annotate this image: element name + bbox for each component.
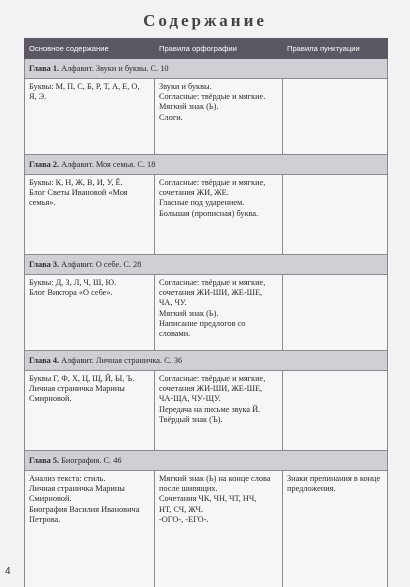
cell-spelling — [155, 471, 283, 587]
spelling-line: -ОГО-, -ЕГО-. — [159, 514, 209, 524]
content-line: Петрова. — [29, 514, 61, 524]
cell-content — [25, 275, 155, 351]
chapter-content-row — [25, 371, 388, 451]
content-line: Блог Виктора «О себе». — [29, 288, 113, 298]
cell-spelling — [155, 371, 283, 451]
cell-punctuation — [283, 175, 388, 255]
chapter-number: Глава 2. — [29, 160, 60, 169]
spelling-line: после шипящих. — [159, 484, 218, 494]
cell-content — [25, 471, 155, 587]
cell-spelling — [155, 275, 283, 351]
chapter-number: Глава 1. — [29, 64, 60, 73]
page-number: 4 — [5, 566, 11, 577]
spelling-line: НТ, СЧ, ЖЧ. — [159, 504, 204, 514]
cell-punctuation — [283, 471, 388, 587]
content-line: Буквы: Д, З, Л, Ч, Ш, Ю. — [29, 278, 117, 287]
spelling-line: ЧА-ЩА, ЧУ-ЩУ. — [159, 394, 221, 404]
chapter-heading-row — [25, 59, 388, 79]
spelling-line: сочетания ЖИ-ШИ, ЖЕ-ШЕ, — [159, 288, 263, 298]
chapter-heading-row — [25, 155, 388, 175]
spelling-line: Слоги. — [159, 112, 183, 122]
spelling-line: Гласные под ударением. — [159, 198, 245, 208]
content-line: Смирновой. — [29, 494, 72, 504]
spelling-line: Согласные: твёрдые и мягкие, — [159, 278, 266, 287]
chapter-heading — [25, 155, 388, 175]
chapter-heading — [25, 59, 388, 79]
chapter-title: Биография. С. 46 — [61, 456, 122, 465]
cell-punctuation — [283, 275, 388, 351]
spelling-line: Сочетания ЧК, ЧН, ЧТ, НЧ, — [159, 494, 257, 504]
spelling-line: Мягкий знак (Ь) на конце слова — [159, 474, 271, 483]
spelling-line: Согласные: твёрдые и мягкие, — [159, 374, 266, 383]
chapter-content-row — [25, 175, 388, 255]
spelling-line: Передача на письме звука Й. — [159, 404, 261, 414]
spelling-line: словами. — [159, 329, 191, 339]
cell-punctuation — [283, 79, 388, 155]
content-line: Личная страничка Марины — [29, 484, 125, 494]
cell-punctuation — [283, 371, 388, 451]
content-line: Смирновой. — [29, 394, 72, 404]
spelling-line: Звуки и буквы. — [159, 82, 212, 91]
content-line: Я, Э. — [29, 92, 47, 102]
chapter-title: Алфавит. Личная страничка. С. 36 — [61, 356, 183, 365]
content-line: Буквы: К, Н, Ж, В, И, У, Ё. — [29, 178, 123, 187]
table-header-row — [25, 39, 388, 59]
chapter-heading-row — [25, 451, 388, 471]
chapter-heading — [25, 451, 388, 471]
chapter-heading — [25, 255, 388, 275]
punctuation-line: предложения. — [287, 484, 336, 494]
column-header-content: Основное содержание — [25, 39, 155, 59]
cell-content — [25, 175, 155, 255]
chapter-content-row — [25, 275, 388, 351]
content-line: Буквы Г, Ф, Х, Ц, Щ, Й, Ы, Ъ. — [29, 374, 135, 383]
spelling-line: ЧА, ЧУ. — [159, 298, 187, 308]
chapter-heading — [25, 351, 388, 371]
punctuation-line: Знаки препинания в конце — [287, 474, 381, 483]
spelling-line: Мягкий знак (Ь). — [159, 102, 219, 112]
chapter-title: Алфавит. Моя семья. С. 18 — [61, 160, 156, 169]
chapter-number: Глава 3. — [29, 260, 60, 269]
content-line: Биография Василия Ивановича — [29, 504, 140, 514]
spelling-line: сочетания ЖИ, ЖЕ. — [159, 188, 229, 198]
spelling-line: Мягкий знак (Ь). — [159, 308, 219, 318]
contents-table — [24, 38, 388, 587]
cell-spelling — [155, 175, 283, 255]
chapter-content-row — [25, 79, 388, 155]
page-title: Содержание — [143, 11, 267, 30]
chapter-heading-row — [25, 255, 388, 275]
spelling-line: сочетания ЖИ-ШИ, ЖЕ-ШЕ, — [159, 384, 263, 394]
content-line: Личная страничка Марины — [29, 384, 125, 394]
chapter-content-row — [25, 471, 388, 587]
cell-spelling — [155, 79, 283, 155]
spelling-line: Большая (прописная) буква. — [159, 208, 259, 218]
content-line: Блог Светы Ивановой «Моя — [29, 188, 128, 198]
spelling-line: Согласные: твёрдые и мягкие, — [159, 178, 266, 187]
chapter-title: Алфавит. О себе. С. 28 — [61, 260, 142, 269]
cell-content — [25, 371, 155, 451]
content-line: Анализ текста: стиль. — [29, 474, 106, 483]
spelling-line: Твёрдый знак (Ъ). — [159, 414, 223, 424]
chapter-heading-row — [25, 351, 388, 371]
chapter-number: Глава 4. — [29, 356, 60, 365]
cell-content — [25, 79, 155, 155]
chapter-number: Глава 5. — [29, 456, 60, 465]
spelling-line: Написание предлогов со — [159, 318, 246, 328]
content-line: семья». — [29, 198, 56, 208]
contents-body — [25, 59, 388, 587]
column-header-punctuation: Правила пунктуации — [283, 39, 388, 59]
chapter-title: Алфавит. Звуки и буквы. С. 10 — [61, 64, 169, 73]
content-line: Буквы: М, П, С, Б, Р, Т, А, Е, О, — [29, 82, 140, 91]
column-header-spelling: Правила орфографии — [155, 39, 283, 59]
spelling-line: Согласные: твёрдые и мягкие. — [159, 92, 266, 102]
